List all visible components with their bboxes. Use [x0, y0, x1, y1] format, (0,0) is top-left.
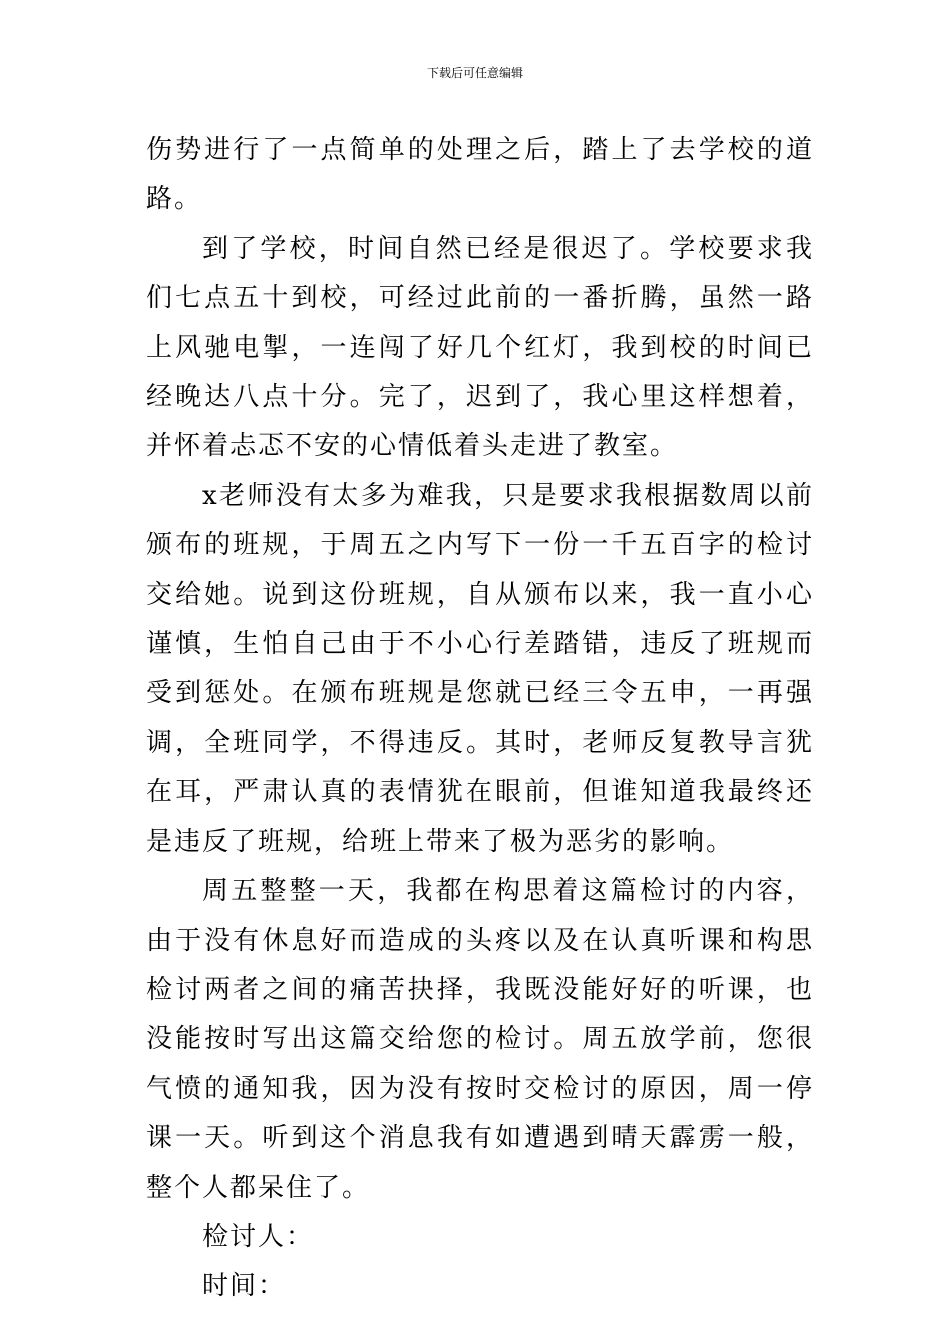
signature-label: 检讨人：	[202, 1221, 315, 1252]
page-header-note: 下载后可任意编辑	[426, 66, 523, 80]
paragraph-arrival: 到了学校，时间自然已经是很迟了。学校要求我们七点五十到校，可经过此前的一番折腾，虽然一路上风驰电掣，一连闯了好几个红灯，我到校的时间已经晚达八点十分。完了，迟到了，我心里这样想着，并怀着忐忑不安的心情低着头走进了教室。	[146, 233, 814, 462]
document-body	[146, 126, 814, 1312]
date-label: 时间：	[202, 1271, 287, 1302]
paragraph-teacher: x老师没有太多为难我，只是要求我根据数周以前颁布的班规，于周五之内写下一份一千五百字的检讨交给她。说到这份班规，自从颁布以来，我一直小心谨慎，生怕自己由于不小心行差踏错，违反了班规而受到惩处。在颁布班规是您就已经三令五申，一再强调，全班同学，不得违反。其时，老师反复教导言犹在耳，严肃认真的表情犹在眼前，但谁知道我最终还是违反了班规，给班上带来了极为恶劣的影响。	[146, 480, 814, 857]
paragraph-friday: 周五整整一天，我都在构思着这篇检讨的内容，由于没有休息好而造成的头疼以及在认真听课和构思检讨两者之间的痛苦抉择，我既没能好好的听课，也没能按时写出这篇交给您的检讨。周五放学前，您很气愤的通知我，因为没有按时交检讨的原因，周一停课一天。听到这个消息我有如遭遇到晴天霹雳一般，整个人都呆住了。	[146, 876, 814, 1203]
paragraph-continuation: 伤势进行了一点简单的处理之后，踏上了去学校的道路。	[146, 135, 814, 215]
